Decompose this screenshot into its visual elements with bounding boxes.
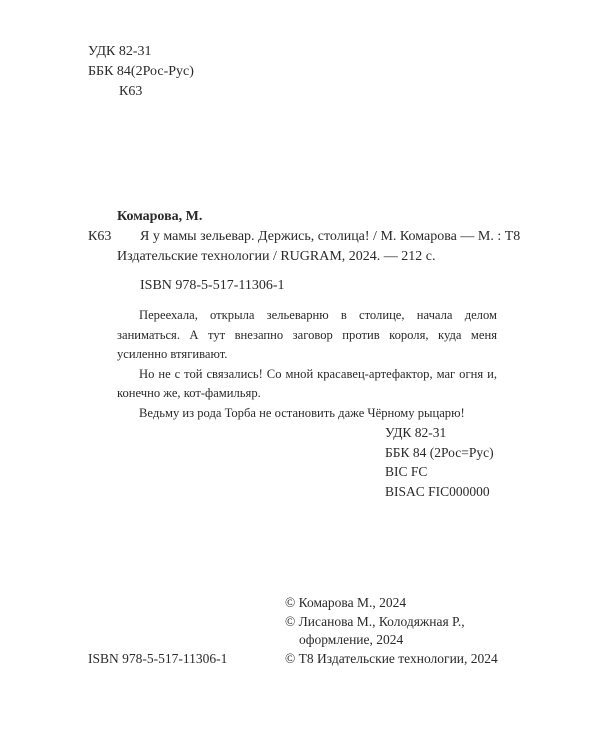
classification-udk: УДК 82-31 bbox=[385, 425, 447, 440]
annotation-paragraph: Переехала, открыла зельеварню в столице, начала делом заниматься. А тут внезапно заговор против короля, куда меня усиленно втягивают. bbox=[117, 308, 497, 361]
record-isbn: ISBN 978-5-517-11306-1 bbox=[140, 278, 285, 293]
udk-code: УДК 82-31 bbox=[88, 44, 152, 59]
record-author: Комарова, М. bbox=[117, 209, 203, 224]
copyright-line: оформление, 2024 bbox=[299, 632, 404, 647]
bbk-code: ББК 84(2Рос-Рус) bbox=[88, 64, 194, 79]
author-sign: К63 bbox=[119, 84, 143, 99]
record-author-sign: К63 bbox=[88, 229, 112, 244]
record-title-line2: Издательские технологии / RUGRAM, 2024. — 212 с. bbox=[117, 249, 436, 264]
copyright-line: © Т8 Издательские технологии, 2024 bbox=[285, 650, 498, 666]
bottom-isbn: ISBN 978-5-517-11306-1 bbox=[88, 651, 228, 666]
annotation-paragraph: Но не с той связались! Со мной красавец-артефактор, маг огня и, конечно же, кот-фамильяр. bbox=[117, 366, 497, 400]
classification-bbk: ББК 84 (2Рос=Рус) bbox=[385, 444, 494, 460]
copyright-block bbox=[285, 594, 498, 668]
record-title-line1: Я у мамы зельевар. Держись, столица! / М. Комарова — М. : Т8 bbox=[140, 229, 521, 244]
annotation-paragraph: Ведьму из рода Торба не остановить даже Чёрному рыцарю! bbox=[139, 405, 465, 420]
annotation bbox=[117, 306, 497, 423]
copyright-line: © Лисанова М., Колодяжная Р., bbox=[285, 613, 465, 629]
classification-bic: BIC FC bbox=[385, 464, 428, 479]
classification-block bbox=[385, 423, 494, 501]
copyright-line: © Комарова М., 2024 bbox=[285, 595, 407, 610]
classification-bisac: BISAC FIC000000 bbox=[385, 483, 490, 499]
